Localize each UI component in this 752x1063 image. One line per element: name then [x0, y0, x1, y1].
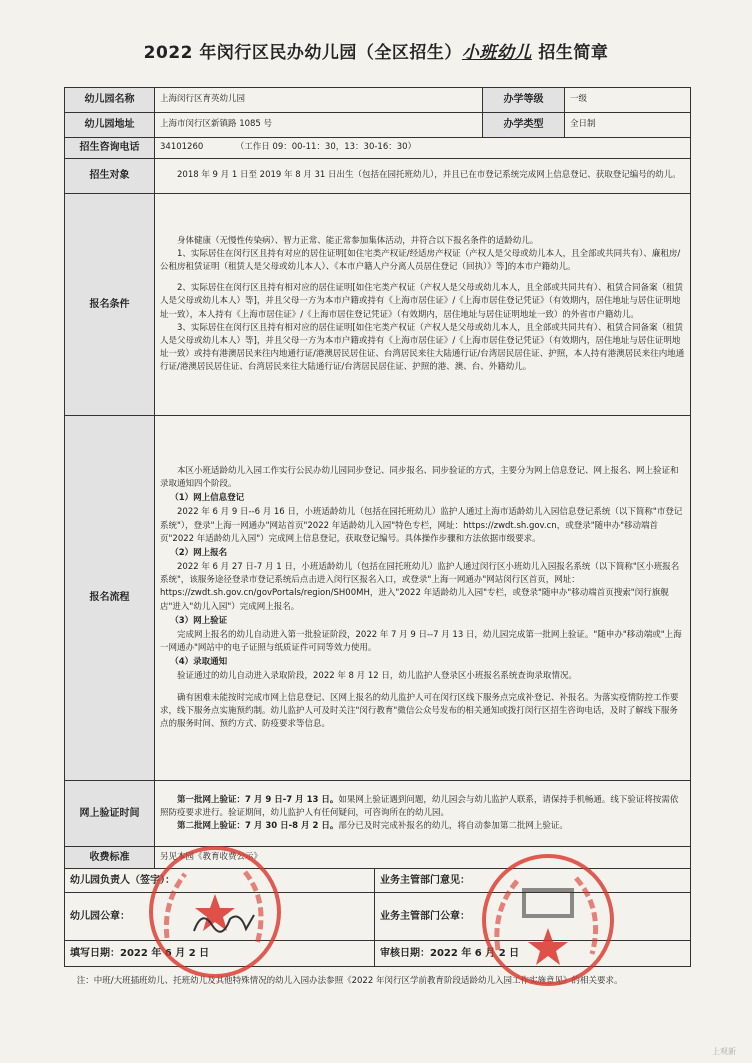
phone-label: 招生咨询电话 [65, 138, 155, 159]
process-intro: 本区小班适龄幼儿入园工作实行公民办幼儿园同步登记、同步报名、同步验证的方式，主要分为网上信息登记、网上报名、网上验证和录取通知四个阶段。 [160, 465, 679, 490]
verification-label: 网上验证时间 [65, 781, 155, 847]
phone-cell [155, 138, 691, 159]
verification-value [155, 781, 691, 847]
target-label: 招生对象 [65, 159, 155, 194]
address-value: 上海市闵行区新镇路 1085 号 [155, 113, 483, 138]
watermark: 上观新 [712, 1047, 736, 1056]
authority-opinion: 业务主管部门意见： [375, 869, 691, 893]
principal-signature: 幼儿园负责人（签字）： [65, 869, 375, 893]
school-type-label: 办学类型 [483, 113, 565, 138]
kindergarten-name-value: 上海闵行区育英幼儿园 [155, 88, 483, 113]
level-value: 一级 [565, 88, 691, 113]
fill-date-cell: 填写日期：2022 年 6 月 2 日 [65, 941, 375, 967]
target-value: 2018 年 9 月 1 日至 2019 年 8 月 31 日出生（包括在园托班幼儿），并且已在市登记系统完成网上信息登记、获取登记编号的幼儿。 [155, 159, 691, 194]
requirements-value [155, 194, 691, 416]
kindergarten-name-label: 幼儿园名称 [65, 88, 155, 113]
process-step4: 验证通过的幼儿自动进入录取阶段，2022 年 8 月 12 日，幼儿监护人登录区小班报名系统查询录取情况。 [177, 671, 577, 682]
process-step3: 完成网上报名的幼儿自动进入第一批验证阶段，2022 年 7 月 9 日--7 月 13 日，幼儿园完成第一批网上验证。"随申办"移动端或"上海一网通办"网站中的电子证照与纸质证件可同等效力使用。 [160, 629, 682, 654]
process-step4-title: （4）录取通知 [170, 657, 228, 668]
process-step1: 2022 年 6 月 9 日--6 月 16 日，小班适龄幼儿（包括在园托班幼儿）监护人通过上海市适龄幼儿入园信息登记系统（以下简称"市登记系统"），登录"上海一网通办"网站首页"2022 年适龄幼儿入园"特色专栏，网址：https://zwdt.sh.gov.cn，或登录"随申办"移动端首页"2022 年适龄幼儿入园"）完成网上信息登记，获取登记编号。具体操作步骤和方法依据市级要求。 [160, 507, 683, 544]
school-type-value: 全日制 [565, 113, 691, 138]
review-date-cell: 审核日期：2022 年 6 月 2 日 [375, 941, 691, 967]
process-step2: 2022 年 6 月 27 日-7 月 1 日，小班适龄幼儿（包括在园托班幼儿）监护人通过闵行区小班幼儿入园报名系统（以下简称"区小班报名系统"，该服务途径登录市登记系统后点击进入闵行区报名入口，或登录"上海一网通办"网站闵行区首页，网址：https://zwdt.sh.gov.cn/govPortals/region/SH00MH，进入"2022 年适龄幼儿入园"专栏，或登录"随申办"移动端首页搜索"闵行旗舰店"进入"幼儿入园"）完成网上报名。 [160, 562, 680, 612]
enrollment-table [64, 87, 691, 967]
process-value [155, 416, 691, 781]
process-step3-title: （3）网上验证 [170, 615, 228, 626]
authority-seal: 业务主管部门公章： [375, 893, 691, 941]
footnote: 注：中班/大班插班幼儿、托班幼儿及其他特殊情况的幼儿入园办法参照《2022 年闵行区学前教育阶段适龄幼儿入园工作实施意见》的相关要求。 [76, 976, 623, 986]
review-date: 2022 年 6 月 2 日 [430, 947, 520, 959]
phone-hours: （工作日 09：00-11：30，13：30-16：30） [235, 142, 417, 153]
requirements-label: 报名条件 [65, 194, 155, 416]
process-label: 报名流程 [65, 416, 155, 781]
process-step2-title: （2）网上报名 [170, 547, 228, 558]
fees-value: 另见本园《教育收费公示》 [155, 847, 691, 869]
verification-batch2: 第二批网上验证：7 月 30 日-8 月 2 日。部分已及时完成补报名的幼儿，将自动参加第二批网上验证。 [177, 821, 568, 832]
fees-label: 收费标准 [65, 847, 155, 869]
fill-date: 2022 年 6 月 2 日 [120, 947, 210, 959]
requirements-item-3: 3、实际居住在闵行区且持有相对应的居住证明[如住宅类产权证（产权人是父母或幼儿本人，且全部或共同共有）、租赁合同备案（租赁人是父母或幼儿本人）等]，并且父母一方为本市户籍或持有《上海市居住证》/《上海市居住登记凭证》（有效期内，居住地址与居住证明地址一致）或持有港澳居民来往内地通行证/港澳居民居住证、台湾居民来往大陆通行证/台湾居民居住证、护照，本人持有港澳居民来往内地通行证/港澳居民居住证、台湾居民来往大陆通行证/台湾居民居住证、护照的港、澳、台、外籍幼儿。 [160, 322, 685, 373]
process-step1-title: （1）网上信息登记 [170, 493, 245, 504]
level-label: 办学等级 [483, 88, 565, 113]
page-title: 2022 年闵行区民办幼儿园（全区招生）小班幼儿 招生简章 [143, 43, 609, 63]
requirements-intro: 身体健康（无慢性传染病）、智力正常、能正常参加集体活动，并符合以下报名条件的适龄幼儿。 [177, 235, 539, 246]
kindergarten-seal: 幼儿园公章： [65, 893, 375, 941]
address-label: 幼儿园地址 [65, 113, 155, 138]
requirements-item-1: 1、实际居住在闵行区且持有对应的居住证明[如住宅类产权证/经适房产权证（产权人是父母或幼儿本人，且全部或共同共有）、廉租房/公租房租赁证明（租赁人是父母或幼儿本人）、《本市户籍人户分离人员居住登记（回执）》等]的本市户籍幼儿。 [160, 248, 681, 272]
verification-batch1: 第一批网上验证：7 月 9 日-7 月 13 日。如果网上验证遇到问题，幼儿园会与幼儿监护人联系，请保持手机畅通。线下验证将按需依照防疫要求进行。验证期间，幼儿监护人有任何疑问，可咨询所在的幼儿园。 [160, 794, 679, 818]
process-final: 确有困难未能按时完成市网上信息登记、区网上报名的幼儿监护人可在闵行区线下服务点完成补登记、补报名。为落实疫情防控工作要求，线下服务点实施预约制。幼儿监护人可及时关注"闵行教育"微信公众号发布的相关通知或拨打闵行区招生咨询电话，及时了解线下服务点的服务时间、预约方式、防疫要求等信息。 [160, 692, 679, 729]
requirements-item-2: 2、实际居住在闵行区且持有相对应的居住证明[如住宅类产权证（产权人是父母或幼儿本人，且全部或共同共有）、租赁合同备案（租赁人是父母或幼儿本人）等]，并且父母一方为本市户籍或持有《上海市居住证》/《上海市居住登记凭证》（有效期内，居住地址与居住证明地址一致），本人持有《上海市居住证》/《上海市居住登记凭证》（有效期内，居住地址与居住证明地址一致）的外省市户籍幼儿。 [160, 283, 683, 320]
phone-value: 34101260 [160, 142, 204, 153]
